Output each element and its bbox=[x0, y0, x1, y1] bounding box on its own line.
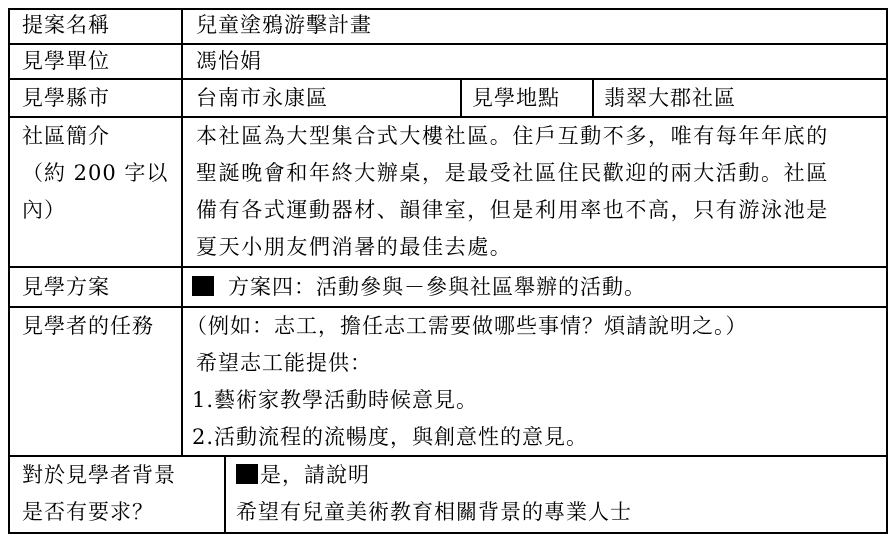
proposal-name-label: 提案名稱 bbox=[22, 13, 110, 37]
visitor-tasks-line: （例如：志工，擔任志工需要做哪些事情？煩請說明之。） bbox=[186, 314, 748, 338]
background-req-answer: 是，請說明 bbox=[260, 463, 370, 487]
row-divider bbox=[8, 116, 888, 118]
community-intro-label-line: （約 200 字以 bbox=[22, 161, 169, 185]
table-border-bottom bbox=[8, 532, 888, 534]
background-req-label-line: 對於見學者背景 bbox=[22, 463, 176, 487]
visit-unit-value: 馮怡娟 bbox=[196, 49, 262, 73]
visit-city-value: 台南市永康區 bbox=[196, 86, 328, 110]
visitor-tasks-label: 見學者的任務 bbox=[22, 314, 154, 338]
city-place-divider bbox=[460, 78, 462, 118]
row-divider bbox=[8, 78, 888, 80]
community-intro-label-line: 內） bbox=[22, 198, 66, 222]
community-intro-text-line: 聖誕晚會和年終大辦桌，是最受社區住民歡迎的兩大活動。社區 bbox=[196, 161, 829, 185]
visitor-tasks-line: 2.活動流程的流暢度，與創意性的意見。 bbox=[192, 425, 589, 449]
visitor-tasks-line: 希望志工能提供： bbox=[196, 351, 372, 375]
community-intro-text-line: 備有各式運動器材、韻律室，但是利用率也不高，只有游泳池是 bbox=[196, 198, 829, 222]
label-column-divider bbox=[181, 8, 183, 457]
visit-unit-label: 見學單位 bbox=[22, 49, 110, 73]
row-divider bbox=[8, 455, 888, 457]
row-divider bbox=[8, 43, 888, 45]
community-intro-label-line: 社區簡介 bbox=[22, 124, 110, 148]
background-req-answer-row bbox=[236, 460, 370, 490]
table-border-right bbox=[886, 8, 888, 534]
table-border-left bbox=[8, 8, 10, 534]
row-divider bbox=[8, 306, 888, 308]
checked-checkbox-icon bbox=[192, 276, 214, 296]
visit-plan-value: 方案四：活動參與－參與社區舉辦的活動。 bbox=[228, 275, 646, 299]
checked-checkbox-icon bbox=[236, 464, 258, 484]
label-column-divider-last bbox=[224, 455, 226, 534]
table-border-top bbox=[8, 8, 888, 10]
community-intro-text-line: 本社區為大型集合式大樓社區。住戶互動不多，唯有每年年底的 bbox=[196, 124, 829, 148]
row-divider bbox=[8, 266, 888, 268]
visit-place-value: 翡翠大郡社區 bbox=[604, 86, 736, 110]
background-req-label-line: 是否有要求？ bbox=[22, 500, 154, 524]
visitor-tasks-line: 1.藝術家教學活動時候意見。 bbox=[192, 388, 479, 412]
proposal-name-value: 兒童塗鴉游擊計畫 bbox=[196, 13, 372, 37]
community-intro-text-line: 夏天小朋友們消暑的最佳去處。 bbox=[196, 235, 513, 259]
background-req-detail: 希望有兒童美術教育相關背景的專業人士 bbox=[236, 500, 632, 524]
visit-city-label: 見學縣市 bbox=[22, 86, 110, 110]
visit-plan-row bbox=[192, 272, 646, 302]
place-value-divider bbox=[592, 78, 594, 118]
visit-place-label: 見學地點 bbox=[472, 86, 560, 110]
visit-plan-label: 見學方案 bbox=[22, 275, 110, 299]
